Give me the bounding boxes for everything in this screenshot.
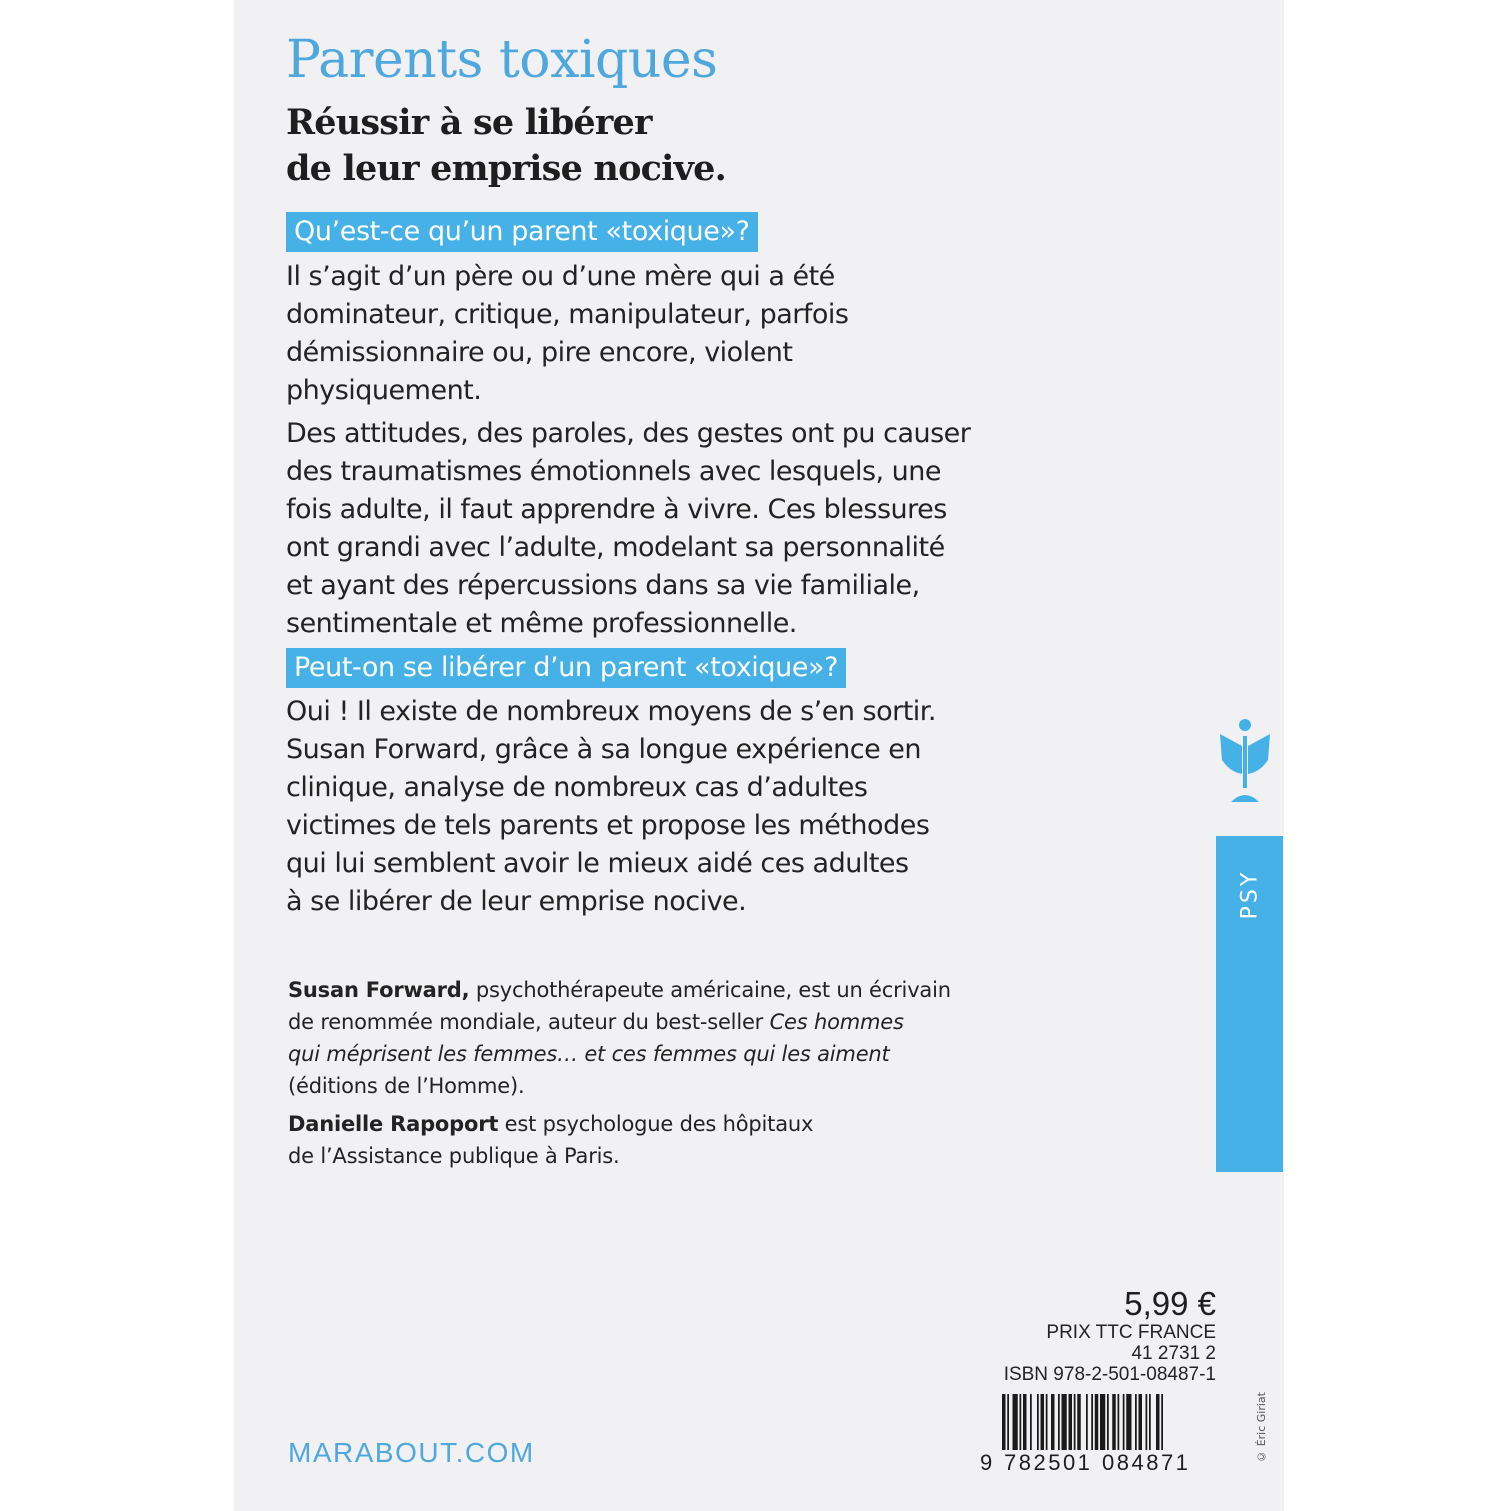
paragraph-line: et ayant des répercussions dans sa vie familiale, <box>286 570 920 601</box>
paragraph-line: fois adulte, il faut apprendre à vivre. Ces blessures <box>286 494 947 525</box>
barcode-bar <box>1020 1394 1022 1450</box>
barcode-digit-first: 9 <box>980 1450 993 1475</box>
paragraph-line: Des attitudes, des paroles, des gestes ont pu causer <box>286 418 971 449</box>
paragraph-line: sentimentale et même professionnelle. <box>286 608 797 639</box>
paragraph-line: Oui ! Il existe de nombreux moyens de s’en sortir. <box>286 696 936 727</box>
bio-text: de renommée mondiale, auteur du best-seller <box>288 1010 770 1034</box>
barcode-digit-group: 782501 <box>1004 1450 1093 1475</box>
book-reference: qui méprisent les femmes… et ces femmes qui les aiment <box>288 1042 890 1066</box>
paragraph-line: qui lui semblent avoir le mieux aidé ces adultes <box>286 848 909 879</box>
paragraph-line: dominateur, critique, manipulateur, parfois <box>286 299 849 330</box>
barcode-bar <box>1069 1394 1073 1450</box>
section-1-question: Qu’est-ce qu’un parent «toxique»? <box>286 212 758 252</box>
author-bio-danielle-rapoport <box>288 1108 813 1172</box>
barcode-bar <box>1041 1394 1045 1450</box>
paragraph-line: physiquement. <box>286 375 482 406</box>
book-subtitle <box>286 100 726 192</box>
barcode-digits <box>980 1450 1220 1474</box>
barcode-bar <box>1139 1394 1143 1450</box>
book-reference: Ces hommes <box>769 1010 904 1034</box>
publisher-website: MARABOUT.COM <box>288 1437 535 1468</box>
barcode-bar <box>1107 1394 1109 1450</box>
author-name: Danielle Rapoport <box>288 1112 499 1136</box>
barcode-bar <box>1077 1394 1081 1450</box>
barcode-bar <box>1062 1394 1067 1450</box>
barcode-bar <box>1146 1394 1148 1450</box>
paragraph-line: démissionnaire ou, pire encore, violent <box>286 337 793 368</box>
subtitle-line-1: Réussir à se libérer <box>286 102 652 143</box>
bio-text: (éditions de l’Homme). <box>288 1074 525 1098</box>
paragraph-line: à se libérer de leur emprise nocive. <box>286 886 747 917</box>
price-label: PRIX TTC FRANCE <box>1046 1322 1216 1343</box>
barcode-bar <box>1037 1394 1039 1450</box>
barcode-bar <box>1149 1394 1151 1450</box>
price: 5,99 € <box>1124 1285 1216 1322</box>
paragraph-line: clinique, analyse de nombreux cas d’adultes <box>286 772 868 803</box>
barcode-bar <box>1023 1394 1027 1450</box>
barcode-bar <box>1074 1394 1076 1450</box>
bio-text: est psychologue des hôpitaux <box>498 1112 814 1136</box>
barcode-bar <box>1051 1394 1055 1450</box>
barcode-bar <box>1091 1394 1093 1450</box>
barcode-bar <box>1046 1394 1048 1450</box>
book-title: Parents toxiques <box>286 30 718 90</box>
barcode-digit-group: 084871 <box>1102 1450 1191 1475</box>
author-name: Susan Forward, <box>288 978 470 1002</box>
bio-text: de l’Assistance publique à Paris. <box>288 1144 620 1168</box>
barcode-bar <box>1118 1394 1120 1450</box>
barcode-bar <box>1126 1394 1131 1450</box>
barcode-bar <box>1002 1394 1006 1450</box>
barcode-bar <box>1086 1394 1088 1450</box>
product-code: 41 2731 2 <box>1131 1343 1216 1364</box>
barcode-bar <box>1112 1394 1116 1450</box>
section-2-paragraph <box>286 693 936 921</box>
section-1-paragraph-2 <box>286 415 970 643</box>
paragraph-line: Il s’agit d’un père ou d’une mère qui a été <box>286 261 835 292</box>
barcode-bar <box>1100 1394 1105 1450</box>
barcode-bar <box>1007 1394 1009 1450</box>
paragraph-line: victimes de tels parents et propose les méthodes <box>286 810 930 841</box>
barcode-bar <box>1058 1394 1060 1450</box>
photo-credit: © Éric Giriat <box>1255 1392 1268 1463</box>
paragraph-line: ont grandi avec l’adulte, modelant sa personnalité <box>286 532 945 563</box>
barcode-bar <box>1161 1394 1163 1450</box>
barcode-icon <box>1002 1394 1216 1450</box>
barcode-bar <box>1123 1394 1125 1450</box>
section-2-question: Peut-on se libérer d’un parent «toxique»? <box>286 648 846 688</box>
marabout-logo-icon <box>1216 716 1274 812</box>
subtitle-line-2: de leur emprise nocive. <box>286 148 727 189</box>
isbn: ISBN 978-2-501-08487-1 <box>1003 1364 1216 1385</box>
barcode-bar <box>1156 1394 1160 1450</box>
paragraph-line: Susan Forward, grâce à sa longue expérience en <box>286 734 921 765</box>
barcode-bar <box>1135 1394 1137 1450</box>
barcode-bar <box>1030 1394 1032 1450</box>
category-band <box>1216 836 1283 1172</box>
bio-text: psychothérapeute américaine, est un écrivain <box>469 978 951 1002</box>
paragraph-line: des traumatismes émotionnels avec lesquels, une <box>286 456 942 487</box>
author-bio-susan-forward <box>288 974 951 1102</box>
barcode-bar <box>1013 1394 1018 1450</box>
barcode-bar <box>1095 1394 1099 1450</box>
category-label: PSY <box>1237 869 1262 920</box>
section-1-paragraph-1 <box>286 258 848 410</box>
